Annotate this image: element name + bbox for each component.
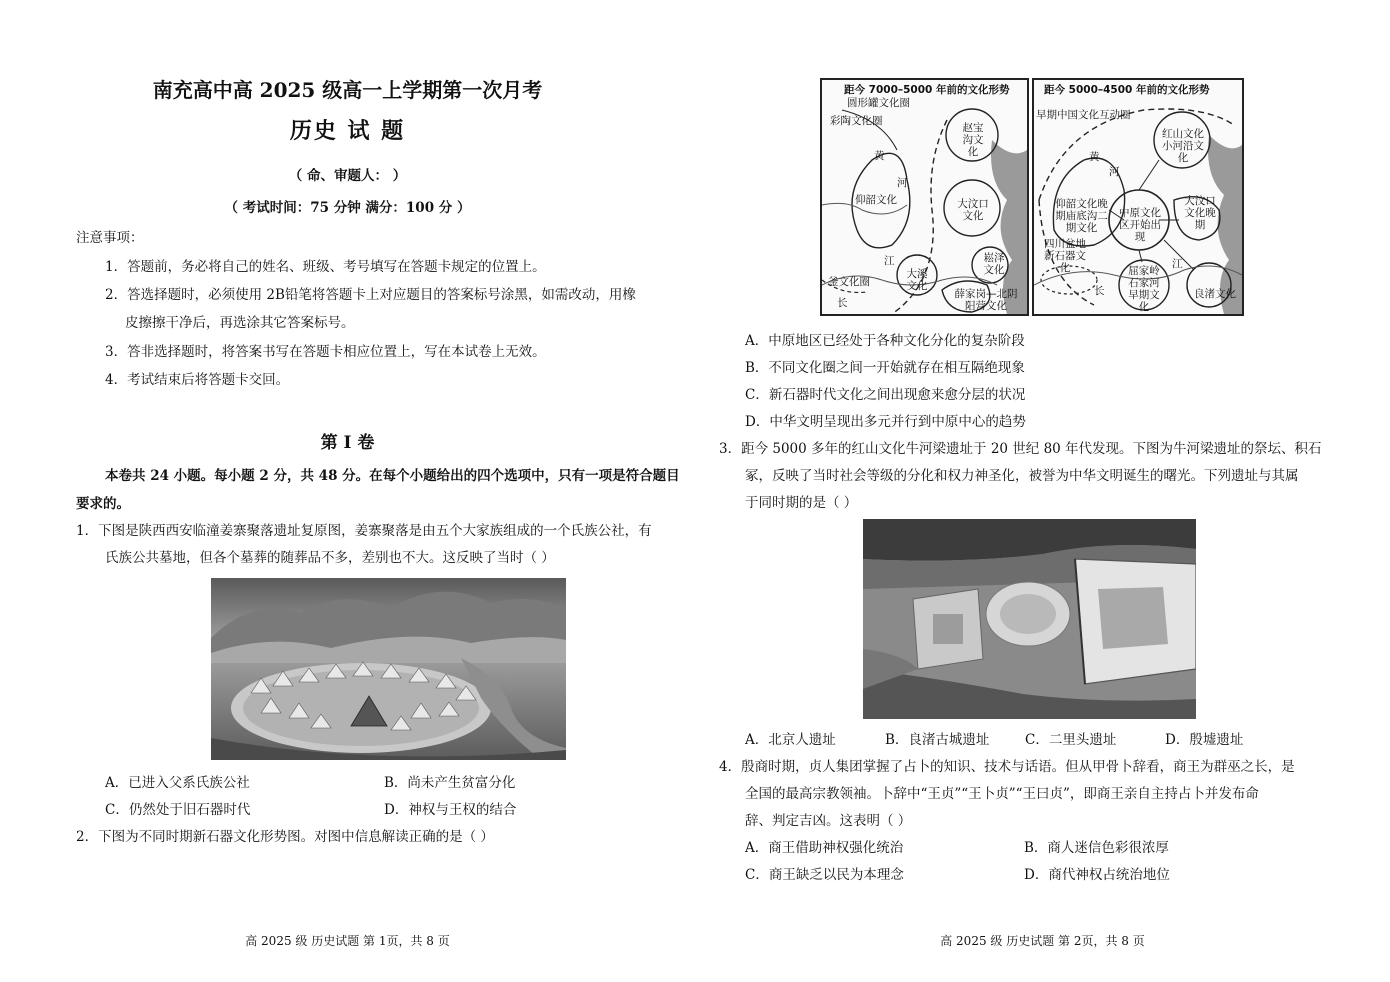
map-label: 彩陶文化圈 <box>830 115 883 127</box>
exam-title: 南充高中高 2025 级高一上学期第一次月考 <box>152 78 543 102</box>
map-label: 长 <box>837 297 848 309</box>
notice-heading: 注意事项： <box>76 230 144 246</box>
map-label: 大溪文化 <box>906 268 928 292</box>
map-label: 江 <box>1172 258 1183 270</box>
map-label: 早期中国文化互动圈 <box>1036 109 1131 121</box>
culture-map-7000-5000 <box>820 78 1029 316</box>
q1-option-a: A．已进入父系氏族公社 <box>105 775 250 791</box>
notice-item: 皮擦擦干净后，再选涂其它答案标号。 <box>125 315 355 331</box>
culture-map-5000-4500 <box>1032 78 1244 316</box>
q4-option-a: A．商王借助神权强化统治 <box>745 840 904 856</box>
q2-option-d: D．中华文明呈现出多元并行到中原中心的趋势 <box>745 414 1026 430</box>
map-label: 黄 <box>874 150 885 162</box>
map-label: 四川盆地新石器文化 <box>1044 238 1086 274</box>
q2-option-a: A．中原地区已经处于各种文化分化的复杂阶段 <box>745 333 1025 349</box>
map-label: 黄 <box>1089 151 1100 163</box>
q1-stem: 1．下图是陕西西安临潼姜寨聚落遗址复原图，姜寨聚落是由五个大家族组成的一个氏族公社，有 <box>76 523 652 539</box>
q3-stem: 3．距今 5000 多年的红山文化牛河梁遗址于 20 世纪 80 年代发现。下图为牛河梁遗址的祭坛、积石 <box>719 441 1322 457</box>
map-label: 中原文化区开始出现 <box>1119 207 1161 243</box>
q2-option-c: C．新石器时代文化之间出现愈来愈分层的状况 <box>745 387 1026 403</box>
section-intro: 本卷共 24 小题。每小题 2 分，共 48 分。在每个小题给出的四个选项中，只有一项是符合题目 <box>105 468 680 484</box>
q2-stem: 2．下图为不同时期新石器文化形势图。对图中信息解读正确的是（ ） <box>76 829 494 845</box>
map-label: 红山文化小河沿文化 <box>1162 128 1204 164</box>
q3-option-d: D．殷墟遗址 <box>1165 732 1244 748</box>
q2-option-b: B．不同文化圈之间一开始就存在相互隔绝现象 <box>745 360 1025 376</box>
map-label: 大汶口文化晚期 <box>1184 195 1216 231</box>
map-label: 仰韶文化 <box>855 194 897 206</box>
q1-option-b: B．尚未产生贫富分化 <box>384 775 516 791</box>
q4-option-d: D．商代神权占统治地位 <box>1024 867 1170 883</box>
section-intro: 要求的。 <box>76 496 130 512</box>
map-left-caption: 距今 7000–5000 年前的文化形势 <box>844 84 1010 96</box>
notice-item: 3．答非选择题时，将答案书写在答题卡相应位置上，写在本试卷上无效。 <box>105 344 546 360</box>
map-label: 长 <box>1094 285 1105 297</box>
map-label: 崧泽文化 <box>983 252 1005 276</box>
map-label: 圆形罐文化圈 <box>847 97 910 109</box>
exam-info: （ 考试时间：75 分钟 满分：100 分 ） <box>224 200 471 216</box>
q1-stem: 氏族公共墓地，但各个墓葬的随葬品不多，差别也不大。这反映了当时（ ） <box>105 550 555 566</box>
map-label: 良渚文化 <box>1194 288 1236 300</box>
map-label: 仰韶文化晚期庙底沟二期文化 <box>1055 198 1108 234</box>
map-label: 河 <box>1109 166 1120 178</box>
map-label: 河 <box>897 177 908 189</box>
q4-stem: 全国的最高宗教领袖。卜辞中“王贞”“王卜贞”“王曰贞”，即商王亲自主持占卜并发布命 <box>745 786 1259 802</box>
q3-stem: 于同时期的是（ ） <box>745 495 858 511</box>
map-right-caption: 距今 5000–4500 年前的文化形势 <box>1044 84 1210 96</box>
niuheliang-site-photo <box>863 519 1196 719</box>
jiangzhai-settlement-image <box>211 578 566 760</box>
notice-item: 2．答选择题时，必须使用 2B铅笔将答题卡上对应题目的答案标号涂黑，如需改动，用橡 <box>105 287 636 303</box>
map-label: 赵宝沟文化 <box>962 122 984 158</box>
page-footer: 高 2025 级 历史试题 第 2页，共 8 页 <box>940 934 1145 948</box>
q3-option-a: A．北京人遗址 <box>745 732 836 748</box>
exam-page-2 <box>695 0 1390 982</box>
map-label: 江 <box>884 255 895 267</box>
q4-option-b: B．商人迷信色彩很浓厚 <box>1024 840 1169 856</box>
map-label: 釜文化圈 <box>828 276 870 288</box>
map-label: 薛家岗—北阴阳营文化 <box>954 288 1018 312</box>
notice-item: 4．考试结束后将答题卡交回。 <box>105 372 290 388</box>
q3-option-c: C．二里头遗址 <box>1025 732 1117 748</box>
map-label: 屈家岭石家河早期文化 <box>1128 265 1160 313</box>
q4-stem: 4．殷商时期，贞人集团掌握了占卜的知识、技术与话语。但从甲骨卜辞看，商王为群巫之长，是 <box>719 759 1295 775</box>
q1-option-c: C．仍然处于旧石器时代 <box>105 802 251 818</box>
map-label: 大汶口文化 <box>957 198 989 222</box>
q3-option-b: B．良渚古城遗址 <box>885 732 990 748</box>
q1-option-d: D．神权与王权的结合 <box>384 802 517 818</box>
subject-title: 历史 试 题 <box>289 118 406 144</box>
q4-stem: 辞、判定吉凶。这表明（ ） <box>745 813 912 829</box>
section-title: 第 Ⅰ 卷 <box>320 433 375 453</box>
notice-item: 1．答题前，务必将自己的姓名、班级、考号填写在答题卡规定的位置上。 <box>105 259 546 275</box>
authors-line: （ 命、审题人： ） <box>288 168 407 184</box>
q4-option-c: C．商王缺乏以民为本理念 <box>745 867 904 883</box>
page-footer: 高 2025 级 历史试题 第 1页，共 8 页 <box>245 934 450 948</box>
q3-stem: 冢，反映了当时社会等级的分化和权力神圣化，被誉为中华文明诞生的曙光。下列遗址与其属 <box>745 468 1299 484</box>
